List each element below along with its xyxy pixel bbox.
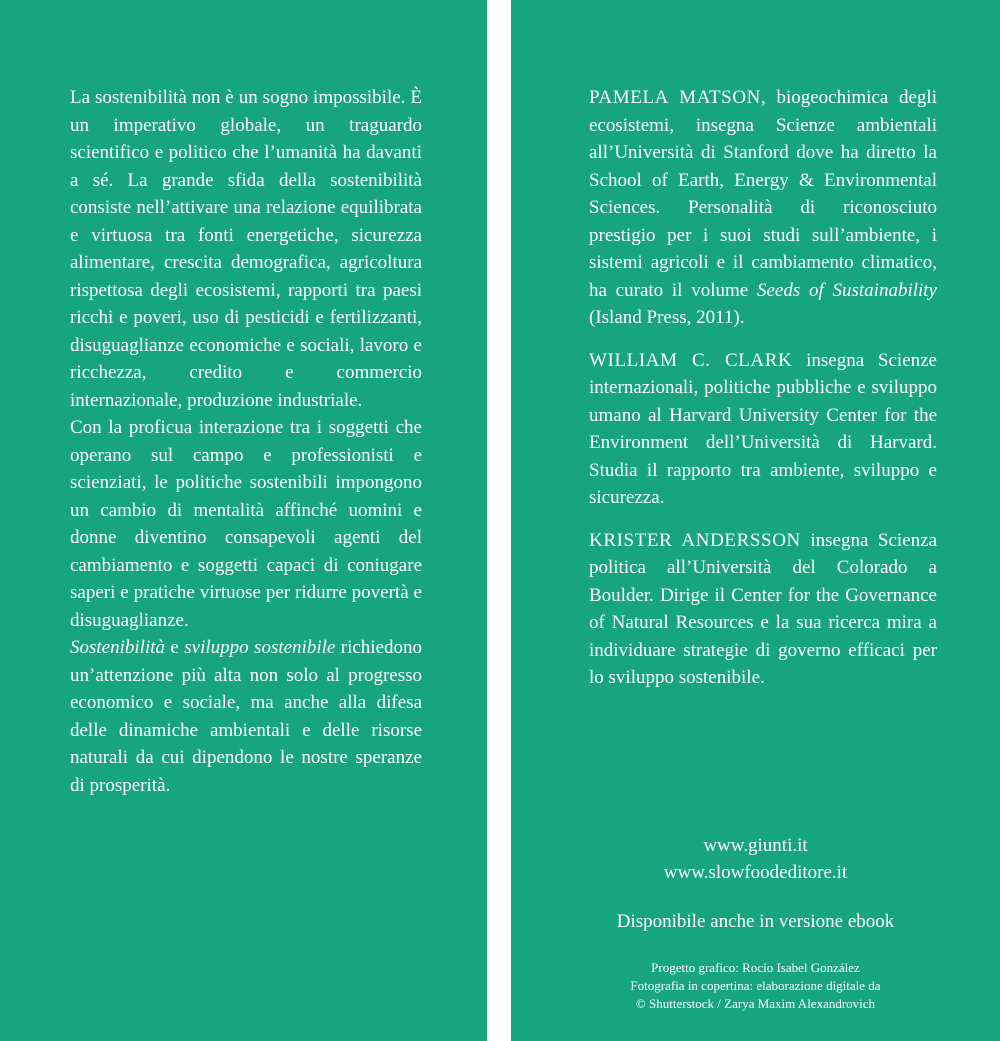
text-segment: WILLIAM C. CLARK [589, 349, 793, 371]
credit-copyright: © Shutterstock / Zarya Maxim Alexandrovich [635, 996, 876, 1011]
right-flap [511, 0, 1000, 1041]
text-segment: Seeds of Sustainability [756, 279, 937, 301]
publisher-url-slowfood: www.slowfoodeditore.it [663, 862, 848, 883]
credit-graphic-design: Progetto grafico: Rocío Isabel González [651, 960, 860, 975]
bio-william-clark [589, 347, 937, 512]
text-segment: insegna Scienza politica all’Università del Colorado a Boulder. Dirige il Center for the Governance of Natural Resources e la sua ricerca mira a individuare strategie di governo efficaci per lo sviluppo sostenibile. [589, 529, 937, 688]
text-segment: (Island Press, 2011). [589, 307, 745, 328]
publisher-url-giunti: www.giunti.it [703, 835, 808, 856]
bio-krister-andersson [589, 527, 937, 692]
ebook-availability-note: Disponibile anche in versione ebook [616, 911, 895, 932]
flap-footer [511, 832, 1000, 1013]
text-segment: insegna Scienze internazionali, politiche pubbliche e sviluppo umano al Harvard University Center for the Environment dell’Università di Harvard. Studia il rapporto tra ambiente, sviluppo e sicurezza. [589, 349, 937, 508]
text-segment: , biogeochimica degli ecosistemi, insegna Scienze ambientali all’Università di Stanford dove ha diretto la School of Earth, Energy & Environmental Sciences. Personalità di riconosciuto prestigio per i suoi studi sull’ambiente, i sistemi agricoli e il cambiamento climatico, ha curato il volume [589, 87, 937, 301]
text-segment: sviluppo sostenibile [184, 637, 336, 658]
text-segment: Sostenibilità [70, 637, 165, 658]
credit-cover-photo: Fotografia in copertina: elaborazione digitale da [630, 978, 881, 993]
text-segment: richiedono un’attenzione più alta non solo al progresso economico e sociale, ma anche alla difesa delle dinamiche ambientali e delle risorse naturali da cui dipendono le nostre speranze di prosperità. [70, 637, 423, 796]
author-bios [589, 84, 937, 692]
text-segment: Con la proficua interazione tra i soggetti che operano sul campo e professionisti e scienziati, le politiche sostenibili impongono un cambio di mentalità affinché uomini e donne diventino consapevoli agenti del cambiamento e soggetti capaci di coniugare saperi e pratiche virtuose per ridurre povertà e disuguaglianze. [70, 417, 422, 631]
bio-pamela-matson [589, 84, 937, 332]
colophon-credits [511, 959, 1000, 1013]
text-segment: PAMELA MATSON [589, 87, 761, 108]
left-paragraph-3 [70, 634, 422, 799]
left-paragraph-1 [70, 84, 422, 414]
text-segment: e [165, 637, 185, 658]
left-paragraph-2 [70, 414, 422, 634]
text-segment: La sostenibilità non è un sogno impossibile. È un imperativo globale, un traguardo scientifico e politico che l’umanità ha davanti a sé. La grande sfida della sostenibilità consiste nell’attivare una relazione equilibrata e virtuosa tra fonti energetiche, sicurezza alimentare, crescita demografica, agricoltura rispettosa degli ecosistemi, rapporti tra paesi ricchi e poveri, uso di pesticidi e fertilizzanti, disuguaglianze economiche e sociali, lavoro e ricchezza, credito e commercio internazionale, produzione industriale. [70, 87, 422, 411]
left-flap [0, 0, 487, 1041]
text-segment: KRISTER ANDERSSON [589, 529, 801, 551]
left-flap-text [70, 84, 422, 799]
